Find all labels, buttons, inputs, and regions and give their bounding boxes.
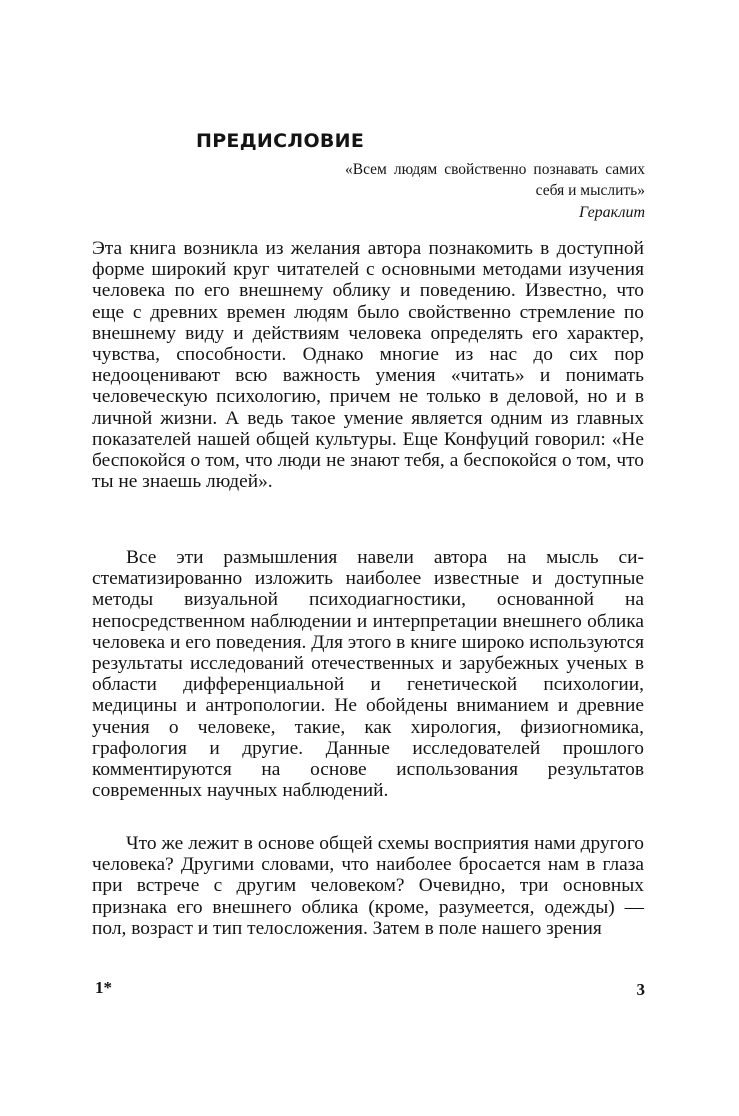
body-paragraph: Эта книга возникла из желания автора познакомить в доступной форме широкий круг читателей с основными методами изучения человека по его внешнему облику и поведению. Известно, что еще с древних времен людям было свойственно стремление по внешнему виду и действиям человека определять его характер, чувства, способности. Однако многие из нас до сих пор недооценивают всю важность умения «читать» и понимать человеческую психологию, причем не только в деловой, но и в личной жизни. А ведь такое умение является одним из главных показателей нашей общей культуры. Еще Конфуций говорил: «Не беспокойся о том, что люди не знают тебя, а беспокойся о том, что ты не знаешь людей». bbox=[92, 238, 644, 493]
signature-mark: 1* bbox=[95, 978, 112, 997]
body-paragraph-1-block bbox=[92, 238, 644, 492]
body-paragraph: Все эти размышления навели автора на мысль систематизированно изложить наиболее известные и доступные методы визуальной психодиагностики, основанной на непосредственном наблюдении и интерпретации внешнего облика человека и его поведения. Для этого в книге широко используются результаты исследований отечественных и зарубежных ученых в области дифференциальной и генетической психологии, медицины и антропологии. Не обойдены вниманием и древние учения о человеке, такие, как хирология, физиогномика, графология и другие. Данные исследователей прошлого комментируются на основе использования результатов современных научных наблюдений. bbox=[92, 547, 644, 802]
body-paragraph-2-block bbox=[92, 547, 644, 801]
page-title: ПРЕДИСЛОВИЕ bbox=[196, 130, 365, 152]
body-paragraph: Что же лежит в основе общей схемы восприятия нами другого человека? Другими словами, что наиболее бросается нам в глаза при встрече с другим человеком? Очевидно, три основных признака его внешнего облика (кроме, разумеется, одежды) — пол, возраст и тип телосложения. Затем в поле нашего зрения bbox=[92, 833, 644, 939]
body-paragraph-3-block bbox=[92, 833, 644, 939]
epigraph bbox=[345, 159, 645, 223]
epigraph-author: Гераклит bbox=[578, 204, 645, 221]
epigraph-quote: «Всем людям свойственно познавать самих себя и мыслить» bbox=[345, 161, 645, 199]
page-number: 3 bbox=[636, 980, 645, 999]
